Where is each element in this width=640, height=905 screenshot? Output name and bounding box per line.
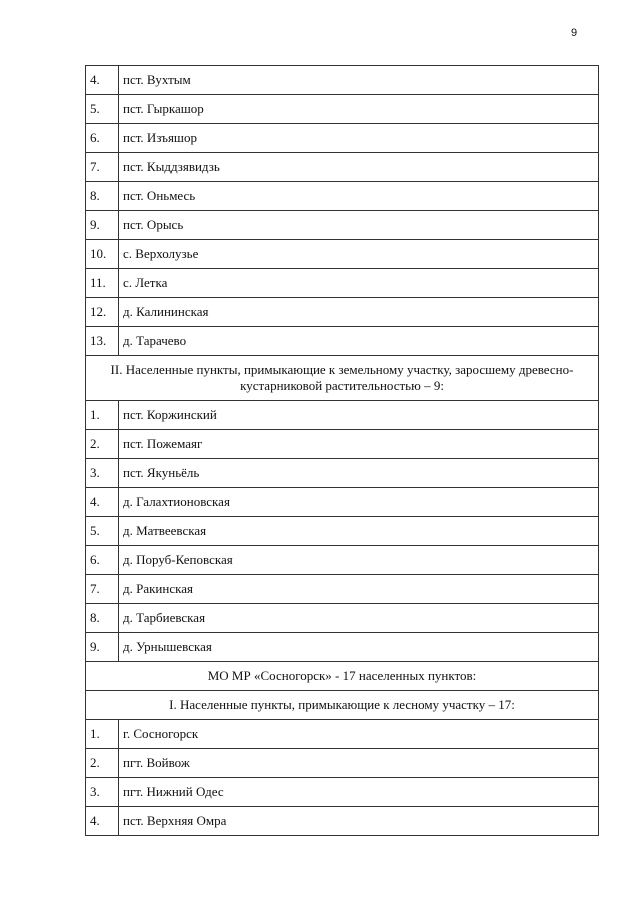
row-number: 13. (86, 327, 119, 356)
table-row (86, 430, 599, 459)
settlement-name: пст. Кыддзявидзь (119, 153, 599, 182)
table-row (86, 211, 599, 240)
row-number: 7. (86, 153, 119, 182)
settlement-name: д. Поруб-Кеповская (119, 546, 599, 575)
section-header: МО МР «Сосногорск» - 17 населенных пунктов: (86, 662, 599, 691)
settlement-name: пст. Якуньёль (119, 459, 599, 488)
section-header: I. Населенные пункты, примыкающие к лесному участку – 17: (86, 691, 599, 720)
row-number: 10. (86, 240, 119, 269)
row-number: 9. (86, 211, 119, 240)
settlement-name: д. Галахтионовская (119, 488, 599, 517)
table-row (86, 124, 599, 153)
row-number: 8. (86, 604, 119, 633)
row-number: 6. (86, 124, 119, 153)
settlement-name: пст. Коржинский (119, 401, 599, 430)
row-number: 12. (86, 298, 119, 327)
row-number: 1. (86, 401, 119, 430)
settlement-name: пгт. Нижний Одес (119, 778, 599, 807)
section-header-row (86, 691, 599, 720)
settlement-name: пст. Вухтым (119, 66, 599, 95)
settlement-name: пгт. Войвож (119, 749, 599, 778)
section-header: II. Населенные пункты, примыкающие к земельному участку, заросшему древесно-кустарниковой растительностью – 9: (86, 356, 599, 401)
settlement-name: с. Летка (119, 269, 599, 298)
table-row (86, 401, 599, 430)
row-number: 3. (86, 459, 119, 488)
table-row (86, 749, 599, 778)
table-row (86, 327, 599, 356)
settlement-name: пст. Оньмесь (119, 182, 599, 211)
settlement-name: г. Сосногорск (119, 720, 599, 749)
table-row (86, 517, 599, 546)
section-header-row (86, 356, 599, 401)
table-row (86, 778, 599, 807)
table-row (86, 66, 599, 95)
settlements-table (85, 65, 599, 836)
row-number: 5. (86, 517, 119, 546)
table-row (86, 298, 599, 327)
settlement-name: д. Урнышевская (119, 633, 599, 662)
row-number: 2. (86, 749, 119, 778)
settlement-name: с. Верхолузье (119, 240, 599, 269)
settlement-name: пст. Пожемаяг (119, 430, 599, 459)
row-number: 11. (86, 269, 119, 298)
row-number: 8. (86, 182, 119, 211)
table-row (86, 153, 599, 182)
row-number: 4. (86, 807, 119, 836)
table-row (86, 459, 599, 488)
settlement-name: пст. Верхняя Омра (119, 807, 599, 836)
row-number: 2. (86, 430, 119, 459)
settlements-table-body (86, 66, 599, 836)
settlement-name: д. Ракинская (119, 575, 599, 604)
settlement-name: пст. Изъяшор (119, 124, 599, 153)
settlement-name: д. Матвеевская (119, 517, 599, 546)
row-number: 5. (86, 95, 119, 124)
section-header-row (86, 662, 599, 691)
table-row (86, 488, 599, 517)
row-number: 9. (86, 633, 119, 662)
page-number: 9 (571, 27, 578, 39)
row-number: 1. (86, 720, 119, 749)
row-number: 6. (86, 546, 119, 575)
table-row (86, 95, 599, 124)
row-number: 4. (86, 488, 119, 517)
settlement-name: пст. Орысь (119, 211, 599, 240)
table-row (86, 546, 599, 575)
table-row (86, 182, 599, 211)
table-row (86, 720, 599, 749)
table-row (86, 240, 599, 269)
table-row (86, 604, 599, 633)
settlement-name: д. Тарбиевская (119, 604, 599, 633)
row-number: 4. (86, 66, 119, 95)
settlement-name: пст. Гыркашор (119, 95, 599, 124)
row-number: 3. (86, 778, 119, 807)
row-number: 7. (86, 575, 119, 604)
table-row (86, 807, 599, 836)
settlement-name: д. Тарачево (119, 327, 599, 356)
settlement-name: д. Калининская (119, 298, 599, 327)
table-row (86, 575, 599, 604)
table-row (86, 633, 599, 662)
table-row (86, 269, 599, 298)
